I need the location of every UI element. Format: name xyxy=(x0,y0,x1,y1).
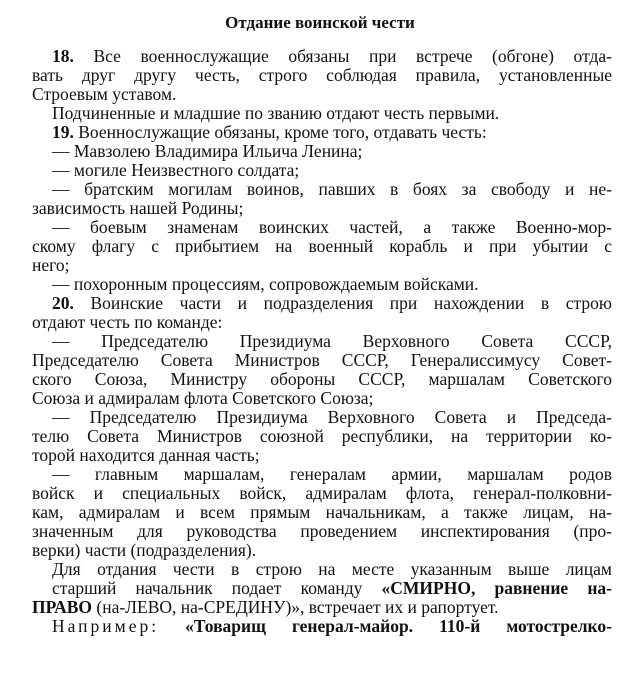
line-text: — Председателю Президиума Верховного Совета и Председа- xyxy=(52,407,612,427)
article-number: 18. xyxy=(52,46,74,66)
text-line xyxy=(52,560,612,579)
line-text: — боевым знаменам воинских частей, а также Военно-мор- xyxy=(52,217,612,237)
line-text: Председателю Совета Министров СССР, Генералиссимусу Совет- xyxy=(32,350,612,370)
command-text-cont: ПРАВО xyxy=(32,597,92,617)
text-line xyxy=(52,104,612,123)
line-text: зависимость нашей Родины; xyxy=(32,198,244,218)
text-line xyxy=(52,275,612,294)
line-text: — Председателю Президиума Верховного Совета СССР, xyxy=(52,331,612,351)
line-text: Все военнослужащие обязаны при встрече (обгоне) отда- xyxy=(73,46,612,66)
line-text: — могиле Неизвестного солдата; xyxy=(52,160,300,180)
text-line xyxy=(32,66,612,85)
line-text: ского Союза, Министру обороны СССР, маршалам Советского xyxy=(32,369,612,389)
line-text: Подчиненные и младшие по званию отдают честь первыми. xyxy=(52,103,500,123)
text-line xyxy=(32,199,612,218)
text-line xyxy=(52,47,612,66)
line-text: войск и специальных войск, адмиралам флота, генерал-полковни- xyxy=(32,483,612,503)
line-text: — главным маршалам, генералам армии, маршалам родов xyxy=(52,464,612,484)
text-line xyxy=(52,123,612,142)
text-line xyxy=(32,427,612,446)
line-text: — Мавзолею Владимира Ильича Ленина; xyxy=(52,141,363,161)
line-text: него; xyxy=(32,255,70,275)
document-body xyxy=(32,46,612,636)
line-text: Воинские части и подразделения при нахождении в строю xyxy=(73,293,612,313)
line-text: торой находится данная часть; xyxy=(32,445,260,465)
text-line-example xyxy=(52,617,612,636)
text-line-command-cont xyxy=(32,598,612,617)
command-text: «СМИРНО, равнение на- xyxy=(381,578,612,598)
text-line xyxy=(32,370,612,389)
line-text: Военнослужащие обязаны, кроме того, отдавать честь: xyxy=(73,122,487,142)
text-line xyxy=(32,237,612,256)
command-intro: старший начальник подает команду xyxy=(52,578,382,598)
article-number: 19. xyxy=(52,122,74,142)
line-text: кам, адмиралам и всем прямым начальникам, а также лицам, на- xyxy=(32,502,612,522)
text-line xyxy=(32,313,612,332)
text-line xyxy=(32,85,612,104)
line-text: Для отдания чести в строю на месте указанным выше лицам xyxy=(52,559,612,579)
line-text: вать друг другу честь, строго соблюдая правила, установленные xyxy=(32,65,612,85)
line-text: Строевым уставом. xyxy=(32,84,177,104)
text-line xyxy=(52,142,612,161)
line-text: Союза и адмиралам флота Советского Союза; xyxy=(32,388,374,408)
text-line xyxy=(52,465,612,484)
text-line xyxy=(32,522,612,541)
text-line xyxy=(52,161,612,180)
text-line xyxy=(32,256,612,275)
command-cont-rest: (на-ЛЕВО, на-СРЕДИНУ)», встречает их и рапортует. xyxy=(92,597,499,617)
text-line-command xyxy=(52,579,612,598)
line-text: верки) части (подразделения). xyxy=(32,540,257,560)
text-line xyxy=(32,446,612,465)
example-label: Например: xyxy=(52,616,160,636)
article-number: 20. xyxy=(52,293,74,313)
text-line xyxy=(32,541,612,560)
line-text: — похоронным процессиям, сопровождаемым войсками. xyxy=(52,274,479,294)
text-line xyxy=(52,218,612,237)
text-line xyxy=(32,503,612,522)
text-line xyxy=(52,180,612,199)
text-line xyxy=(32,351,612,370)
example-text: «Товарищ генерал-майор. 110-й мотострелко- xyxy=(159,616,612,636)
text-line xyxy=(52,294,612,313)
text-line xyxy=(32,484,612,503)
line-text: скому флагу с прибытием на военный корабль и при убытии с xyxy=(32,236,612,256)
text-line xyxy=(52,408,612,427)
line-text: отдают честь по команде: xyxy=(32,312,223,332)
line-text: значенным для руководства проведением инспектирования (про- xyxy=(32,521,612,541)
text-line xyxy=(32,389,612,408)
text-line xyxy=(52,332,612,351)
section-title: Отдание воинской чести xyxy=(225,13,415,32)
line-text: — братским могилам воинов, павших в боях за свободу и не- xyxy=(52,179,612,199)
line-text: телю Совета Министров союзной республики, на территории ко- xyxy=(32,426,612,446)
